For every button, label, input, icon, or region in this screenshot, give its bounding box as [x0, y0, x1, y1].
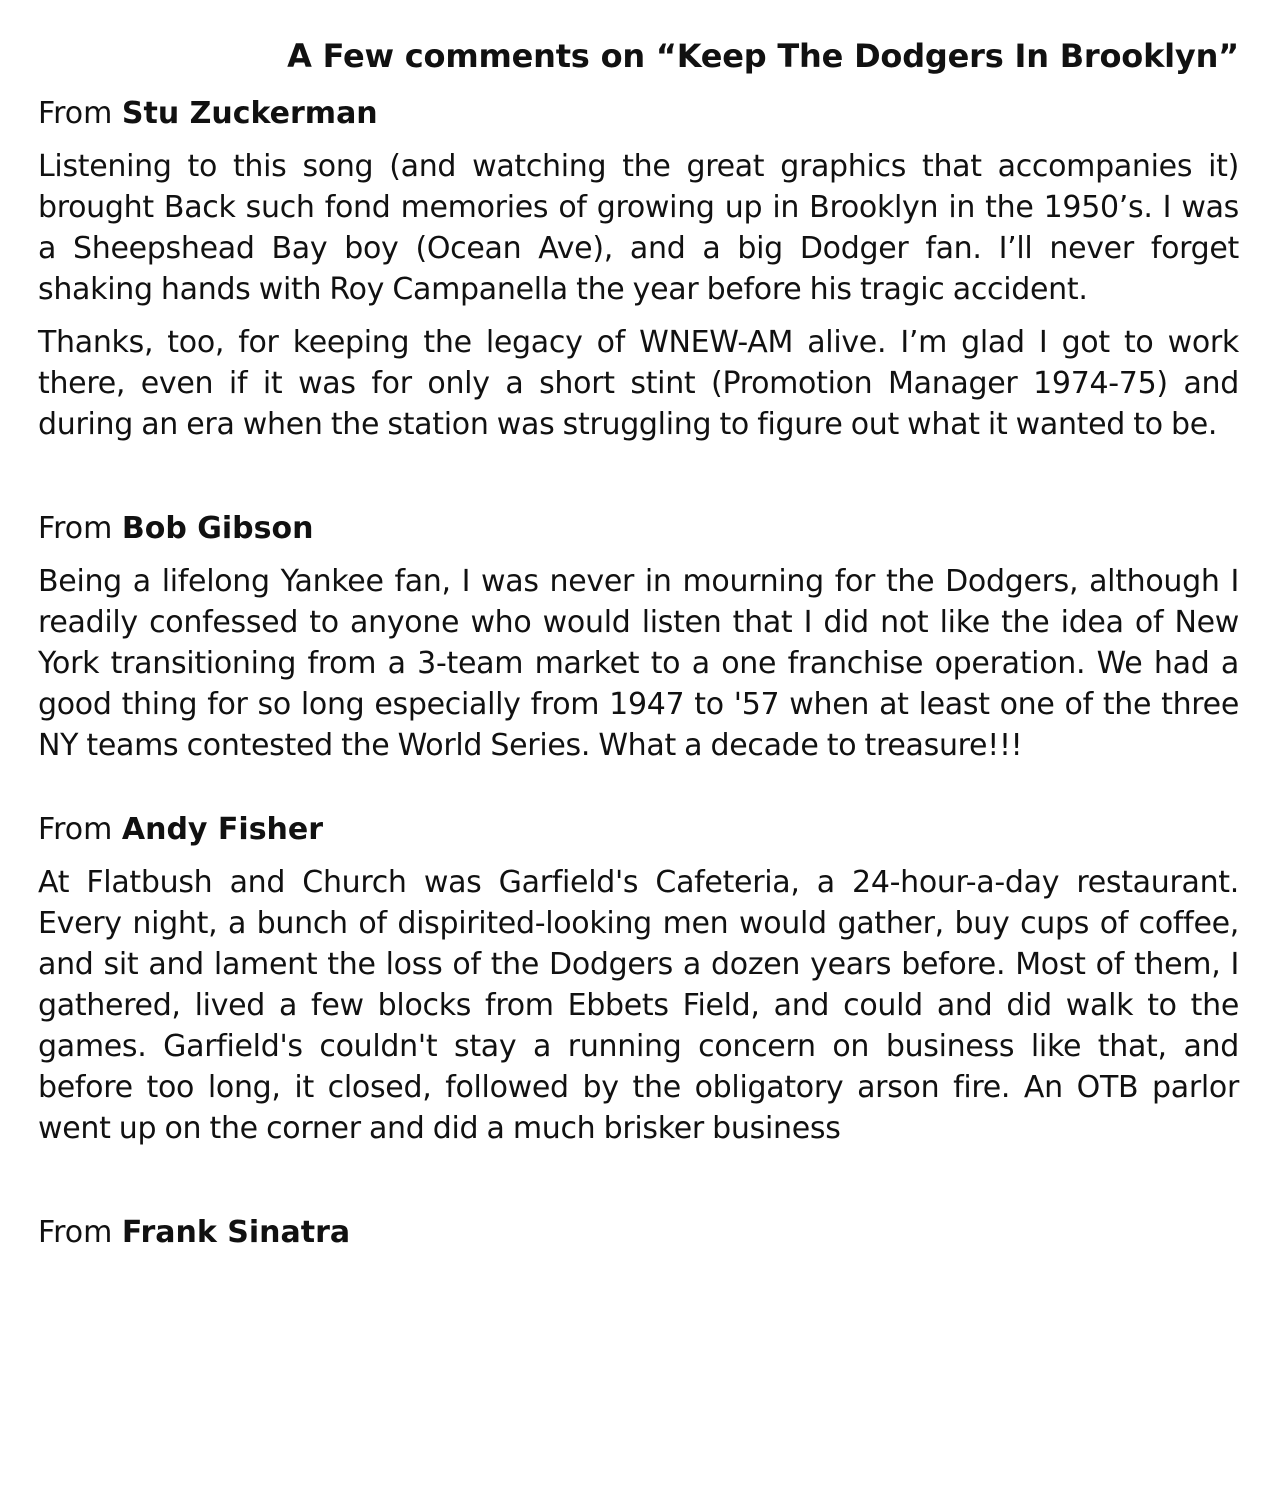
from-prefix: From	[38, 1215, 113, 1250]
comment-from-line	[38, 94, 1239, 134]
author-name: Stu Zuckerman	[121, 96, 378, 131]
comment-from-line	[38, 509, 1239, 549]
comment-stu-zuckerman	[38, 94, 1239, 445]
comment-bob-gibson	[38, 509, 1239, 766]
author-name: Bob Gibson	[121, 511, 314, 546]
comment-paragraph: At Flatbush and Church was Garfield's Cafeteria, a 24-hour-a-day restaurant. Every night, a bunch of dispirited-looking men would gather, buy cups of coffee, and sit and lament the loss of the Dodgers a dozen years before. Most of them, I gathered, lived a few blocks from Ebbets Field, and could and did walk to the games. Garfield's couldn't stay a running concern on business like that, and before too long, it closed, followed by the obligatory arson fire. An OTB parlor went up on the corner and did a much brisker business	[38, 865, 1239, 1146]
from-prefix: From	[38, 96, 113, 131]
author-name: Frank Sinatra	[121, 1215, 351, 1250]
comment-from-line	[38, 810, 1239, 850]
section-spacer	[38, 778, 1239, 810]
from-prefix: From	[38, 511, 113, 546]
section-spacer	[38, 457, 1239, 509]
comment-paragraph: Thanks, too, for keeping the legacy of WNEW-AM alive. I’m glad I got to work there, even if it was for only a short stint (Promotion Manager 1974-75) and during an era when the station was struggling to figure out what it wanted to be.	[38, 325, 1239, 442]
document-title: A Few comments on “Keep The Dodgers In Brooklyn”	[287, 37, 1239, 75]
section-spacer	[38, 1161, 1239, 1213]
from-prefix: From	[38, 812, 113, 847]
comment-frank-sinatra	[38, 1213, 1239, 1253]
comment-paragraph: Being a lifelong Yankee fan, I was never in mourning for the Dodgers, although I readily confessed to anyone who would listen that I did not like the idea of New York transitioning from a 3-team market to a one franchise operation. We had a good thing for so long especially from 1947 to '57 when at least one of the three NY teams contested the World Series. What a decade to treasure!!!	[38, 564, 1239, 763]
comment-paragraph: Listening to this song (and watching the great graphics that accompanies it) brought Back such fond memories of growing up in Brooklyn in the 1950’s. I was a Sheepshead Bay boy (Ocean Ave), and a big Dodger fan. I’ll never forget shaking hands with Roy Campanella the year before his tragic accident.	[38, 149, 1239, 307]
author-name: Andy Fisher	[121, 812, 324, 847]
comment-andy-fisher	[38, 810, 1239, 1149]
comment-from-line	[38, 1213, 1239, 1253]
